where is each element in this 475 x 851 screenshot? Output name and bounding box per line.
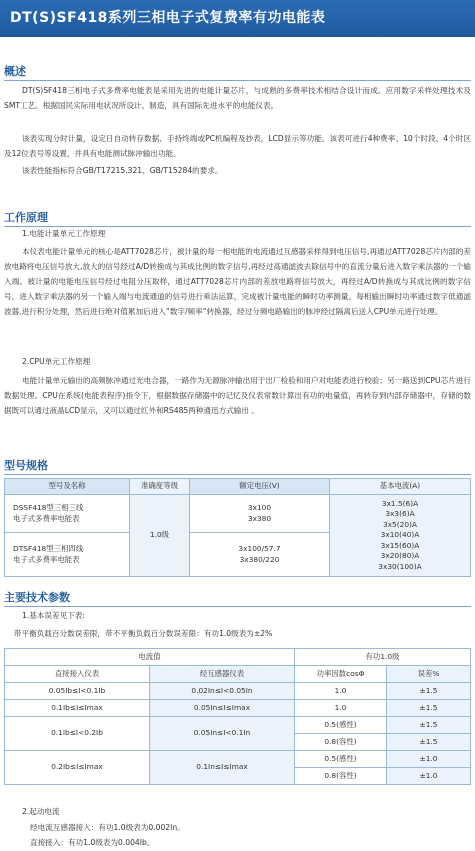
error-cell-direct: 0.2Ib≤I≤Imax — [5, 751, 150, 785]
table-row — [5, 700, 471, 717]
model-voltage-dtsf418: 3x100/57.7 3x380/220 — [190, 533, 330, 577]
error-cell-ct: 0.05In≤I≤Imax — [150, 700, 295, 717]
principle-sub-2: 2.CPU单元工作原理 — [22, 357, 91, 366]
error-cell-err: ±1.5 — [387, 700, 471, 717]
error-header-current: 电流值 — [5, 649, 295, 666]
model-name-dssf418: DSSF418型三相三线 电子式多费率电能表 — [5, 495, 130, 533]
table-row — [5, 751, 471, 768]
overview-heading: 概述 — [4, 65, 26, 78]
error-cell-pf: 0.5(感性) — [295, 751, 387, 768]
principle-sub-1: 1.电能计量单元工作原理 — [22, 229, 106, 238]
error-table — [4, 648, 471, 785]
model-accuracy: 1.0级 — [130, 495, 190, 577]
specs-heading: 主要技术参数 — [4, 591, 70, 604]
error-cell-pf: 1.0 — [295, 700, 387, 717]
models-table — [4, 478, 471, 577]
models-col-voltage: 额定电压(V) — [190, 479, 330, 495]
model-voltage-dssf418: 3x100 3x380 — [190, 495, 330, 533]
error-col-err: 误差% — [387, 666, 471, 683]
models-col-accuracy: 准确度等级 — [130, 479, 190, 495]
error-cell-pf: 0.8(容性) — [295, 734, 387, 751]
error-cell-ct: 0.05In≤I<0.1In — [150, 717, 295, 751]
error-col-pf: 功率因数cosΦ — [295, 666, 387, 683]
models-col-name: 型号及名称 — [5, 479, 130, 495]
error-cell-pf: 0.5(感性) — [295, 717, 387, 734]
models-col-current: 基本电流(A) — [330, 479, 471, 495]
error-cell-ct: 0.02In≤I<0.05In — [150, 683, 295, 700]
error-cell-err: ±1.0 — [387, 768, 471, 785]
overview-paragraph-2: 该表实现分时计量，设定日自动转存数据、手持终端或PC机编程及抄表，LCD显示等功能。该表可进行4种费率、10个时段、4个时区及12位表号等设置，并具有电能测试脉冲输出功能。 — [4, 134, 471, 158]
principle-paragraph-1: 本仪表电能计量单元的核心是ATT7028芯片，被计量的每一相电能的电流通过互感器采样得到电压信号,再通过ATT7028芯片内部的差放电路将电压信号放大,放大的信号经过A/D转换成与其成比例的数字信号,再经过高通滤波去除信号中的直流分量后进入数字乘法器的一个输入端。被计量的电能电压信号经过电阻分压取样，通过ATT7028芯片内部的差放电路将信号放大，再经过A/D转换成与其成比例的数字信号，进入数字乘法器的另一个输入端与电流通道的信号进行乘法运算，完成被计量电能的瞬时功率测量。每相输出瞬时功率通过数字低通滤波器,进行积分处理，然后进行绝对值累加后进入“数字/频率”转换器，经过分频电路输出的脉冲经过隔离后送入CPU单元进行处理。 — [4, 247, 471, 316]
error-cell-pf: 1.0 — [295, 683, 387, 700]
error-cell-err: ±1.5 — [387, 734, 471, 751]
error-cell-direct: 0.05Ib≤I<0.1Ib — [5, 683, 150, 700]
page-banner — [0, 0, 475, 37]
overview-divider — [4, 80, 471, 81]
start-current-ct: 经电流互感器接入：有功1.0级表为0.002In。 — [30, 823, 185, 832]
specs-note: 带平衡负载百分数误差限，带不平衡负载百分数误差限：有功1.0级表为±2% — [14, 629, 273, 638]
specs-divider — [4, 606, 471, 607]
error-header-active: 有功1.0级 — [295, 649, 471, 666]
table-row — [5, 717, 471, 734]
error-cell-err: ±1.0 — [387, 751, 471, 768]
model-currents: 3x1.5(6)A 3x3(6)A 3x5(20)A 3x10(40)A 3x15(60)A 3x20(80)A 3x30(100)A — [330, 495, 471, 577]
models-divider — [4, 474, 471, 475]
start-current-direct: 直接接入：有功1.0级表为0.004Ib。 — [30, 838, 155, 847]
specs-sub-2: 2.起动电流 — [22, 807, 60, 816]
error-cell-pf: 0.8(容性) — [295, 768, 387, 785]
table-row — [5, 683, 471, 700]
error-cell-direct: 0.1Ib≤I≤Imax — [5, 700, 150, 717]
error-cell-err: ±1.5 — [387, 717, 471, 734]
model-name-dtsf418: DTSF418型三相四线 电子式多费率电能表 — [5, 533, 130, 577]
models-heading: 型号规格 — [4, 459, 48, 472]
specs-sub-1: 1.基本误差见下表: — [22, 611, 85, 620]
error-cell-direct: 0.1Ib≤I<0.2Ib — [5, 717, 150, 751]
error-col-direct: 直接接入仪表 — [5, 666, 150, 683]
principle-paragraph-2: 电能计量单元输出的高频脉冲通过光电合器，一路作为无源脉冲输出用于出厂检验和用户对电能表进行校验；另一路送到CPU芯片进行数据处理。CPU在系统(电能表程序)指令下，根据数据存储器中的记忆及仪表常数计算出有功的电量值，再转存到内部存储器中，存储的数据既可以通过液晶LCD显示，又可以通过红外和RS485两种通迅方式输出 。 — [4, 376, 471, 415]
principle-divider — [4, 226, 471, 227]
principle-heading: 工作原理 — [4, 211, 48, 224]
error-cell-err: ±1.5 — [387, 683, 471, 700]
error-col-ct: 经互感器仪表 — [150, 666, 295, 683]
page-title: DT(S)SF418系列三相电子式复费率有功电能表 — [10, 10, 326, 26]
error-cell-ct: 0.1In≤I≤Imax — [150, 751, 295, 785]
overview-paragraph-1: DT(S)SF418三相电子式多费率电能表是采用先进的电能计量芯片，与成熟的多费率技术相结合设计而成。应用数字采样处理技术及SMT工艺。根据国民实际用电状况所设计、制造，具有国际先进水平的电能仪表。 — [4, 86, 471, 110]
overview-paragraph-3: 该表性能指标符合GB/T17215.321、GB/T15284的要求。 — [22, 166, 223, 175]
